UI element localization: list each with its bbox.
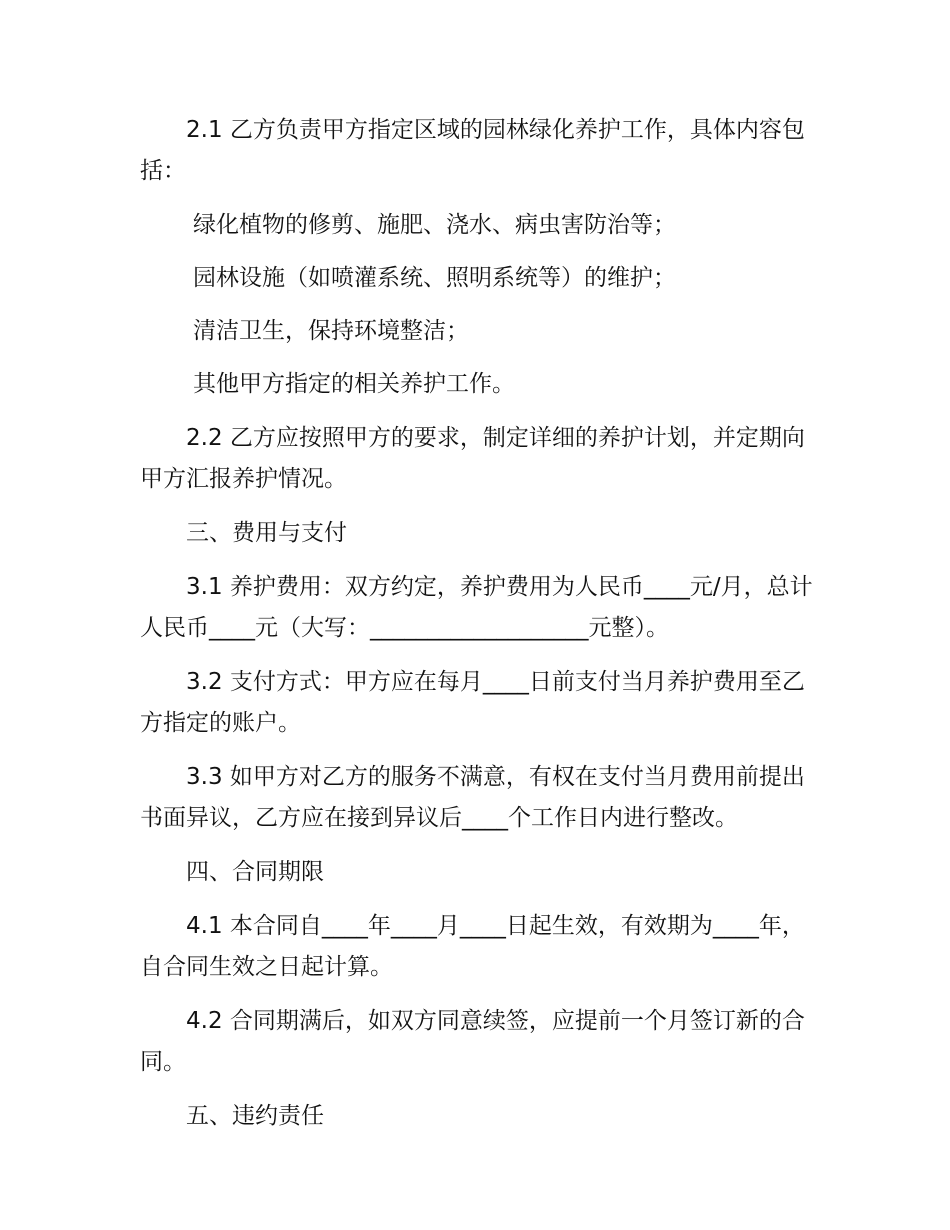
list-item-other-work: 其他甲方指定的相关养护工作。 bbox=[193, 371, 515, 397]
clause-4-1: 4.1 本合同自____年____月____日起生效，有效期为____年，自合同生效之日起计算。 bbox=[140, 913, 805, 980]
list-item-facility-maintenance: 园林设施（如喷灌系统、照明系统等）的维护； bbox=[193, 265, 676, 291]
clause-2-1: 2.1 乙方负责甲方指定区域的园林绿化养护工作，具体内容包括： bbox=[140, 117, 805, 184]
section-heading-term: 四、合同期限 bbox=[186, 859, 324, 885]
clause-3-3: 3.3 如甲方对乙方的服务不满意，有权在支付当月费用前提出书面异议，乙方应在接到异议后____个工作日内进行整改。 bbox=[140, 764, 805, 831]
list-item-plant-care: 绿化植物的修剪、施肥、浇水、病虫害防治等； bbox=[193, 212, 676, 238]
document-body bbox=[140, 110, 820, 1137]
list-item-cleaning: 清洁卫生，保持环境整洁； bbox=[193, 318, 469, 344]
section-heading-fees: 三、费用与支付 bbox=[186, 520, 347, 546]
clause-3-2: 3.2 支付方式：甲方应在每月____日前支付当月养护费用至乙方指定的账户。 bbox=[140, 669, 805, 736]
clause-2-2: 2.2 乙方应按照甲方的要求，制定详细的养护计划，并定期向甲方汇报养护情况。 bbox=[140, 425, 805, 492]
clause-3-1: 3.1 养护费用：双方约定，养护费用为人民币____元/月，总计人民币____元（大写：___________________元整）。 bbox=[140, 574, 813, 641]
section-heading-liability: 五、违约责任 bbox=[186, 1103, 324, 1129]
clause-4-2: 4.2 合同期满后，如双方同意续签，应提前一个月签订新的合同。 bbox=[140, 1008, 805, 1075]
